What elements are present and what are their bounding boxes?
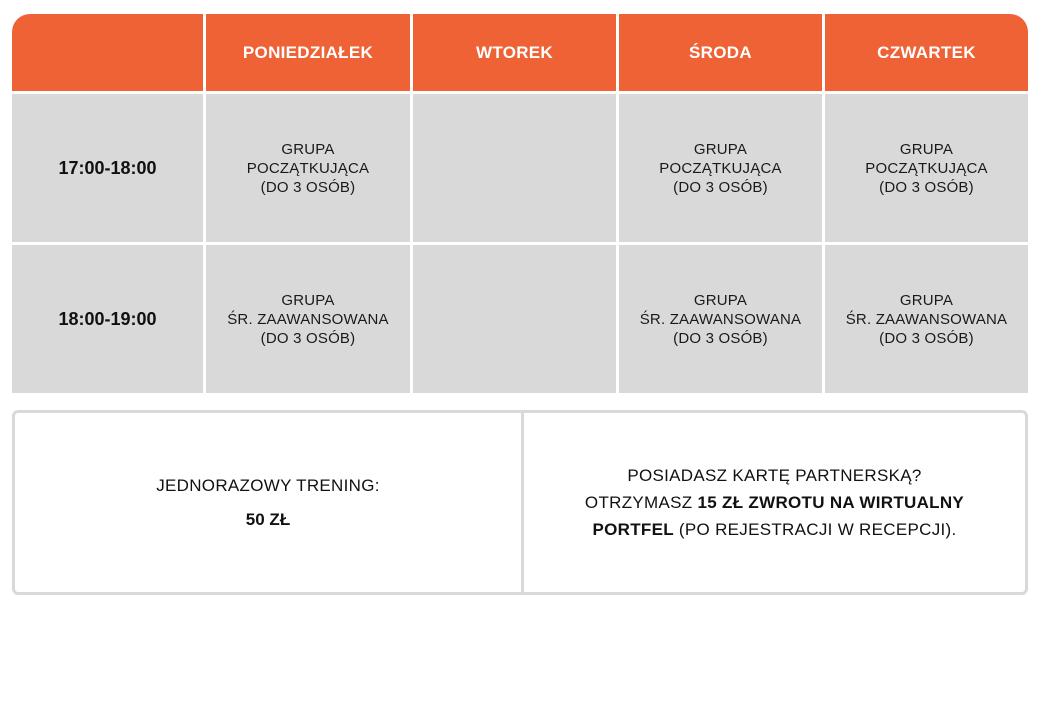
class-group xyxy=(640,291,802,348)
group-line: GRUPA xyxy=(693,291,748,309)
partner-offer-prefix: OTRZYMASZ xyxy=(584,493,698,512)
header-day-thursday: CZWARTEK xyxy=(825,14,1028,91)
partner-question: POSIADASZ KARTĘ PARTNERSKĄ? xyxy=(627,466,922,485)
single-training-label: JEDNORAZOWY TRENING: xyxy=(156,475,380,495)
header-day-monday: PONIEDZIAŁEK xyxy=(206,14,410,91)
schedule-table xyxy=(12,14,1028,393)
schedule-cell-empty xyxy=(413,245,616,393)
time-slot-cell xyxy=(12,94,203,242)
group-level: ŚR. ZAAWANSOWANA xyxy=(639,310,802,328)
schedule-cell xyxy=(825,245,1028,393)
time-slot-label: 18:00-19:00 xyxy=(58,308,157,329)
class-group xyxy=(227,291,389,348)
partner-card-panel xyxy=(524,413,1025,592)
schedule-cell xyxy=(619,245,822,393)
schedule-cell-empty xyxy=(413,94,616,242)
group-capacity: (DO 3 OSÓB) xyxy=(879,178,974,196)
group-level: ŚR. ZAAWANSOWANA xyxy=(845,310,1008,328)
schedule-cell xyxy=(825,94,1028,242)
header-day-wednesday: ŚRODA xyxy=(619,14,822,91)
group-line: GRUPA xyxy=(281,291,335,309)
group-level: POCZĄTKUJĄCA xyxy=(246,159,370,177)
time-slot-label: 17:00-18:00 xyxy=(58,157,157,178)
group-capacity: (DO 3 OSÓB) xyxy=(260,329,356,347)
group-capacity: (DO 3 OSÓB) xyxy=(879,329,974,347)
header-corner xyxy=(12,14,203,91)
class-group xyxy=(247,140,369,197)
header-row xyxy=(12,14,1028,91)
table-row xyxy=(12,245,1028,393)
group-line: GRUPA xyxy=(899,140,954,158)
partner-offer-line xyxy=(592,516,956,543)
single-training-price: 50 ZŁ xyxy=(245,509,291,529)
partner-offer-line xyxy=(585,489,964,516)
class-group xyxy=(659,140,781,197)
partner-offer-note: (PO REJESTRACJI W RECEPCJI). xyxy=(673,520,957,539)
group-capacity: (DO 3 OSÓB) xyxy=(673,329,768,347)
schedule-cell xyxy=(619,94,822,242)
group-line: GRUPA xyxy=(693,140,748,158)
group-level: POCZĄTKUJĄCA xyxy=(865,159,988,177)
single-training-panel xyxy=(15,413,524,592)
group-capacity: (DO 3 OSÓB) xyxy=(260,178,356,196)
group-capacity: (DO 3 OSÓB) xyxy=(673,178,768,196)
info-box xyxy=(12,410,1028,595)
class-group xyxy=(865,140,987,197)
partner-offer-amount: 15 ZŁ ZWROTU NA WIRTUALNY xyxy=(697,493,965,512)
table-row xyxy=(12,94,1028,242)
group-level: POCZĄTKUJĄCA xyxy=(659,159,782,177)
class-group xyxy=(846,291,1008,348)
group-level: ŚR. ZAAWANSOWANA xyxy=(227,310,389,328)
schedule-cell xyxy=(206,94,410,242)
group-line: GRUPA xyxy=(899,291,954,309)
schedule-cell xyxy=(206,245,410,393)
time-slot-cell xyxy=(12,245,203,393)
group-line: GRUPA xyxy=(281,140,335,158)
partner-offer-wallet: PORTFEL xyxy=(592,520,674,539)
header-day-tuesday: WTOREK xyxy=(413,14,616,91)
